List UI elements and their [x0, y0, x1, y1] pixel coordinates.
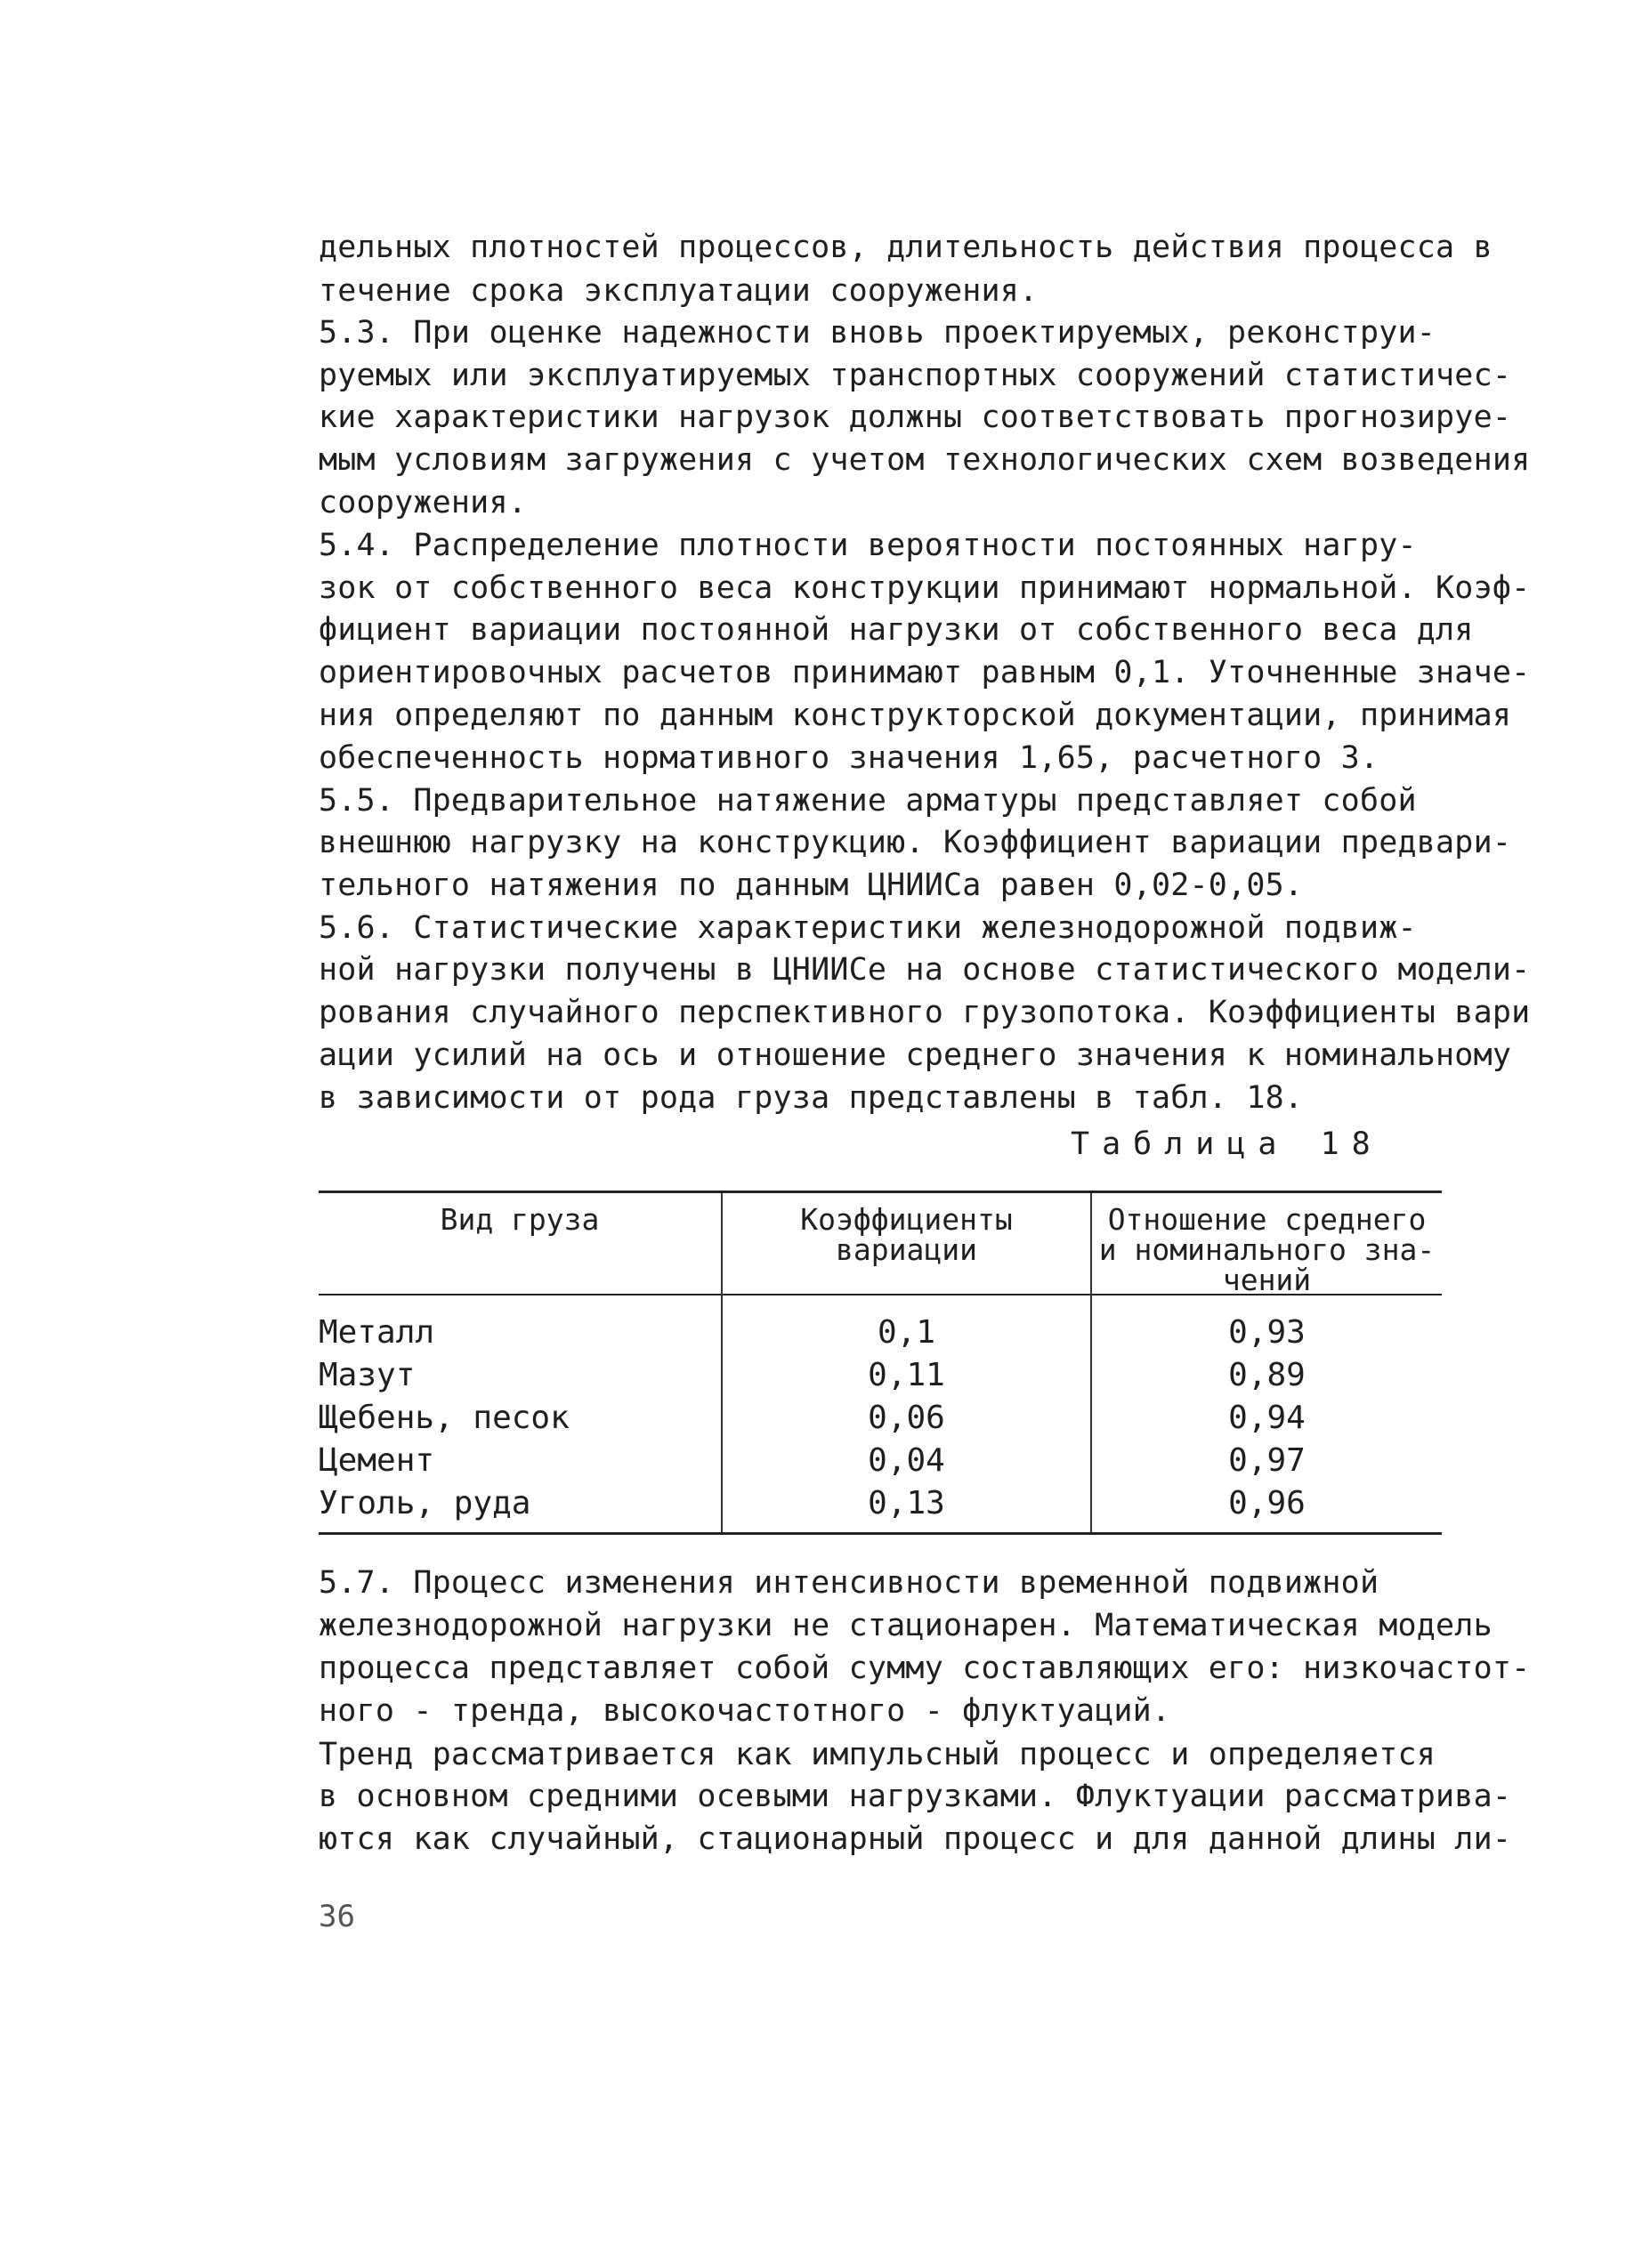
- table-header-mean-ratio: Отношение среднего и номинального зна- чений: [1098, 1202, 1436, 1297]
- page-number: 36: [319, 1899, 355, 1934]
- text-line: процесса представляет собой сумму составляющих его: низкочастот-: [319, 1651, 1531, 1686]
- table-cell-cargo: Мазут: [319, 1357, 416, 1393]
- table-top-rule: [319, 1190, 1442, 1193]
- table-cell-cargo: Металл: [319, 1314, 435, 1351]
- text-line: течение срока эксплуатации сооружения.: [319, 273, 1039, 309]
- table-cell-variation: 0,13: [868, 1485, 945, 1521]
- text-line: рования случайного перспективного грузопотока. Коэффициенты вари: [319, 995, 1531, 1030]
- text-line: 5.3. При оценке надежности вновь проектируемых, реконструи-: [319, 315, 1436, 351]
- text-line: руемых или эксплуатируемых транспортных сооружений статистичес-: [319, 358, 1512, 393]
- table-cell-cargo: Цемент: [319, 1442, 435, 1479]
- table-cell-ratio: 0,93: [1228, 1314, 1306, 1351]
- table-cell-cargo: Уголь, руда: [319, 1485, 531, 1521]
- table-header-variation-coefficient: Коэффициенты вариации: [800, 1202, 1013, 1267]
- text-line: тельного натяжения по данным ЦНИИСа равен 0,02-0,05.: [319, 868, 1304, 903]
- text-line: 5.6. Статистические характеристики железнодорожной подвиж-: [319, 910, 1417, 946]
- table-caption: Таблица 18: [1071, 1126, 1383, 1162]
- text-line: ются как случайный, стационарный процесс и для данной длины ли-: [319, 1821, 1512, 1857]
- text-line: 5.7. Процесс изменения интенсивности временной подвижной: [319, 1565, 1379, 1601]
- text-line: зок от собственного веса конструкции принимают нормальной. Коэф-: [319, 570, 1531, 606]
- text-line: 5.5. Предварительное натяжение арматуры представляет собой: [319, 783, 1417, 819]
- text-line: ориентировочных расчетов принимают равным 0,1. Уточненные значе-: [319, 655, 1531, 690]
- text-line: 5.4. Распределение плотности вероятности постоянных нагру-: [319, 528, 1417, 563]
- text-line: сооружения.: [319, 485, 527, 521]
- text-line: обеспеченность нормативного значения 1,65, расчетного 3.: [319, 740, 1379, 776]
- text-line: ной нагрузки получены в ЦНИИСе на основе статистического модели-: [319, 952, 1531, 988]
- text-line: фициент вариации постоянной нагрузки от собственного веса для: [319, 612, 1474, 648]
- table-bottom-rule: [319, 1532, 1442, 1535]
- text-line: Тренд рассматривается как импульсный процесс и определяется: [319, 1737, 1436, 1772]
- table-cell-ratio: 0,96: [1228, 1485, 1306, 1521]
- text-line: ния определяют по данным конструкторской документации, принимая: [319, 698, 1512, 733]
- table-cell-ratio: 0,89: [1228, 1357, 1306, 1393]
- table-cell-cargo: Щебень, песок: [319, 1400, 570, 1436]
- table-cell-variation: 0,04: [868, 1442, 945, 1479]
- table-cell-ratio: 0,97: [1228, 1442, 1306, 1479]
- text-line: мым условиям загружения с учетом технологических схем возведения: [319, 442, 1531, 478]
- table-cell-ratio: 0,94: [1228, 1400, 1306, 1436]
- text-line: в зависимости от рода груза представлены в табл. 18.: [319, 1080, 1304, 1116]
- text-line: железнодорожной нагрузки не стационарен. Математическая модель: [319, 1608, 1493, 1643]
- table-cell-variation: 0,1: [877, 1314, 936, 1351]
- text-line: кие характеристики нагрузок должны соответствовать прогнозируе-: [319, 400, 1512, 435]
- text-line: в основном средними осевыми нагрузками. Флуктуации рассматрива-: [319, 1779, 1512, 1814]
- table-cell-variation: 0,06: [868, 1400, 945, 1436]
- text-line: внешнюю нагрузку на конструкцию. Коэффициент вариации предвари-: [319, 825, 1512, 860]
- table-cell-variation: 0,11: [868, 1357, 945, 1393]
- text-line: ации усилий на ось и отношение среднего значения к номинальному: [319, 1037, 1512, 1073]
- text-line: дельных плотностей процессов, длительность действия процесса в: [319, 230, 1493, 265]
- table-header-cargo-type: Вид груза: [440, 1202, 600, 1237]
- text-line: ного - тренда, высокочастотного - флуктуаций.: [319, 1693, 1171, 1729]
